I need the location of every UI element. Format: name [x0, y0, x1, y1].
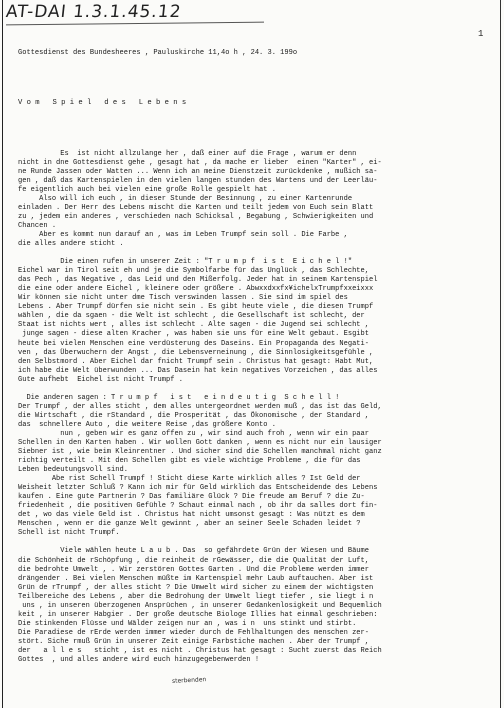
text-line: ne Runde Jassen oder Watten ... Wenn ich an meine Dienstzeit zurückdenke , mußich sa-	[18, 167, 378, 176]
text-line: det , wo das viele Geld ist . Christus hat nicht umsonst gesagt : Was nützt es dem	[18, 511, 365, 520]
paragraph-gap	[18, 538, 498, 547]
page-number: 1	[478, 29, 484, 39]
page-edge-left	[2, 0, 3, 708]
text-line: richtig verteilt . Mit den Schellen gibt es viele wichtige Probleme , die für das	[18, 457, 361, 466]
text-line: Schell ist nicht Trumpf.	[18, 529, 120, 538]
text-line: Die anderen sagen : T r u m p f i s t e i n d e u t i g S c h e l l !	[18, 393, 340, 402]
text-line: ich habe die Welt überwunden ... Das Dasein hat kein negatives Vorzeichen , das alles	[18, 366, 378, 375]
text-line: Lebens . Aber Trumpf dürfen sie nicht sein . Es gibt heute viele , die diesen Trumpf	[18, 303, 374, 312]
paragraph-gap	[18, 249, 498, 258]
text-line: Viele wählen heute L a u b . Das so gefährdete Grün der Wiesen und Bäume	[18, 547, 369, 556]
text-line: keit , in unserer Habgier . Der große deutsche Biologe Illies hat einmal geschrieben:	[18, 610, 378, 619]
sermon-paragraphs	[18, 150, 498, 666]
archive-stamp: AT-DAI 1.3.1.45.12	[4, 2, 183, 22]
paragraph-gap	[18, 385, 498, 394]
text-line: die alles andere sticht .	[18, 240, 124, 249]
text-line: Staat ist nichts wert , alles ist schlecht . Alte sagen - die Jugend sei schlecht ,	[18, 321, 369, 330]
text-line: fe eigentlich auch bei vielen eine große Rolle gespielt hat .	[18, 185, 276, 194]
text-line: Die stinkenden Flüsse und Wälder zeigen nur an , was i n uns stinkt und stirbt.	[18, 619, 357, 628]
text-line: zu , jedem ein anderes , verschieden nach Schicksal , Begabung , Schwierigkeiten und	[18, 212, 374, 221]
text-line: einladen . Der Herr des Lebens mischt die Karten und teilt jedem von Euch sein Blatt	[18, 203, 374, 212]
text-line: Es ist nicht allzulange her , daß einer auf die Frage , warum er denn	[18, 149, 357, 158]
page-edge-right	[500, 0, 501, 708]
paragraph	[18, 150, 498, 250]
paragraph	[18, 547, 498, 665]
text-line: die bedrohte Umwelt , . Wir zerstören Gottes Garten . Und die Probleme werden immer	[18, 565, 369, 574]
text-line: Menschen , wenn er die ganze Welt gewinnt , aber an seiner Seele Schaden leidet ?	[18, 520, 361, 529]
text-line: heute bei vielen Menschen eine verdüsterung des Daseins. Ein Propaganda des Negati-	[18, 339, 369, 348]
paragraph	[18, 258, 498, 385]
text-line: die Schönheit de rSchöpfung , die reinheit de rGewässer, die die Qualität der Luft,	[18, 556, 369, 565]
text-line: Aber es kommt nun darauf an , was im Leben Trumpf sein soll . Die Farbe ,	[18, 230, 348, 239]
text-line: Also will ich euch , in dieser Stunde der Besinnung , zu einer Kartenrunde	[18, 194, 353, 203]
text-line: Gute aufhebt Eichel ist nicht Trumpf .	[18, 375, 183, 384]
text-line: den Selbstmord . Aber Eichel dar fnicht Trumpf sein . Christus hat gesagt: Habt Mut,	[18, 357, 374, 366]
text-line: Wir können sie nicht unter dme Tisch verswinden lassen . Sie sind im spiel des	[18, 294, 348, 303]
text-line: gen , daß das Kartenspielen in den vielen langen stunden des Wartens und der Leerläu-	[18, 176, 378, 185]
text-line: uns , in unseren überzogenen Ansprüchen , in unserer Gedankenlosigkeit und Bequemlich	[18, 601, 382, 610]
text-line: die eine oder andere Eichel , kleinere oder größere . Abwxxdxxfx¥ichelxTrumpfxxeixxx	[18, 285, 374, 294]
text-line: junge sagen - diese alten Kracher , was haben sie uns für eine Welt gebaut. Esgibt	[18, 330, 369, 339]
text-line: die Wirtschaft , die rStandard , die Prosperität , das Ökonomische , der Standard ,	[18, 411, 369, 420]
text-line: friedenheit , die positiven Gefühle ? Schaut einmal nach , ob ihr da salles dort fin-	[18, 502, 378, 511]
paragraph	[18, 394, 498, 539]
text-line: ven , das Überwuchern der Angst , die Lebensverneinung , die Sinnlosigkeitsgefühle ,	[18, 348, 374, 357]
text-line: Eichel war in Tirol seit eh und je die Symbolfarbe für das Unglück , das Schlechte,	[18, 267, 369, 276]
typewritten-body	[18, 31, 498, 683]
stamp-underline	[6, 22, 264, 26]
text-line: Schellen in den Karten haben . Wir wollen Gott danken , wenn es nicht nur ein lausiger	[18, 438, 382, 447]
text-line: Weisheit letzter Schluß ? Kann ich mir für Geld wirklich das Entscheidende des Lebens	[18, 484, 378, 493]
text-line: wählen , die da sgaen - die Welt ist schlecht , die Gesellschaft ist schlecht, der	[18, 312, 365, 321]
text-line: der a l l e s sticht , ist es nicht . Christus hat gesagt : Sucht zuerst das Reich	[18, 647, 382, 655]
text-line: Grün de rTrumpf , der alles sticht ? Die Umwelt wird sicher zu einem der wichtigsten	[18, 583, 374, 592]
text-line: Siebner ist , wie beim Kleinrentner . Und sicher sind die Schellen manchmal nicht ganz	[18, 448, 382, 457]
text-line: stört. Siche rmuß Grün in unserer Zeit einige Farbstiche machen . Aber der Trumpf ,	[18, 637, 369, 646]
text-line: Der Trumpf , der alles sticht , dem alles untergeordnet werden muß , das ist das Geld,	[18, 402, 382, 411]
text-line: Die einen rufen in unserer Zeit : "T r u m p f i s t E i c h e l !"	[18, 258, 353, 267]
text-line: Chancen .	[18, 221, 57, 230]
text-line: das Pech , das Negative , das Leid und den Mißerfolg. Jeder hat in seinem Kartenspiel	[18, 276, 378, 285]
text-line: nicht in dne Gottesdienst gehe , gesagt hat , da mache er lieber einen "Karter" , ei-	[18, 158, 382, 167]
text-line: Abe rist Schell Trumpf ! Sticht diese Karte wirklich alles ? Ist Geld der	[18, 475, 361, 484]
text-line: Teilbereiche des Lebens , aber die Bedrohung der Umwelt liegt tiefer , sie liegt i n	[18, 592, 374, 601]
handwritten-note: sterbenden	[171, 676, 207, 685]
text-line: Leben bedeutungsvoll sind.	[18, 466, 128, 475]
sermon-title: V o m S p i e l d e s L e b e n s	[18, 99, 187, 108]
text-line: Gottes , und alles andere wird euch hinzugegebenwerden !	[18, 656, 260, 665]
text-line: das schnellere Auto , die weitere Reise ,das größere Konto .	[18, 420, 276, 429]
text-line: nun , geben wir es ganz offen zu , wir sind auch froh , wenn wir ein paar	[18, 429, 369, 438]
text-line: kaufen . Eine gute Partnerin ? Das familiäre Glück ? Die freude am Beruf ? die Zu-	[18, 493, 365, 502]
header-line: Gottesdienst des Bundesheeres , Pauluskirche 11,4o h , 24. 3. 199o	[18, 49, 298, 58]
text-line: Die Paradiese de rErde werden immer wieder durch de Fehlhaltungen des menschen zer-	[18, 628, 369, 637]
text-line: drängender . Bei vielen Menschen müßte im Kartenspiel mehr Laub auftauchen. Aber ist	[18, 574, 374, 583]
